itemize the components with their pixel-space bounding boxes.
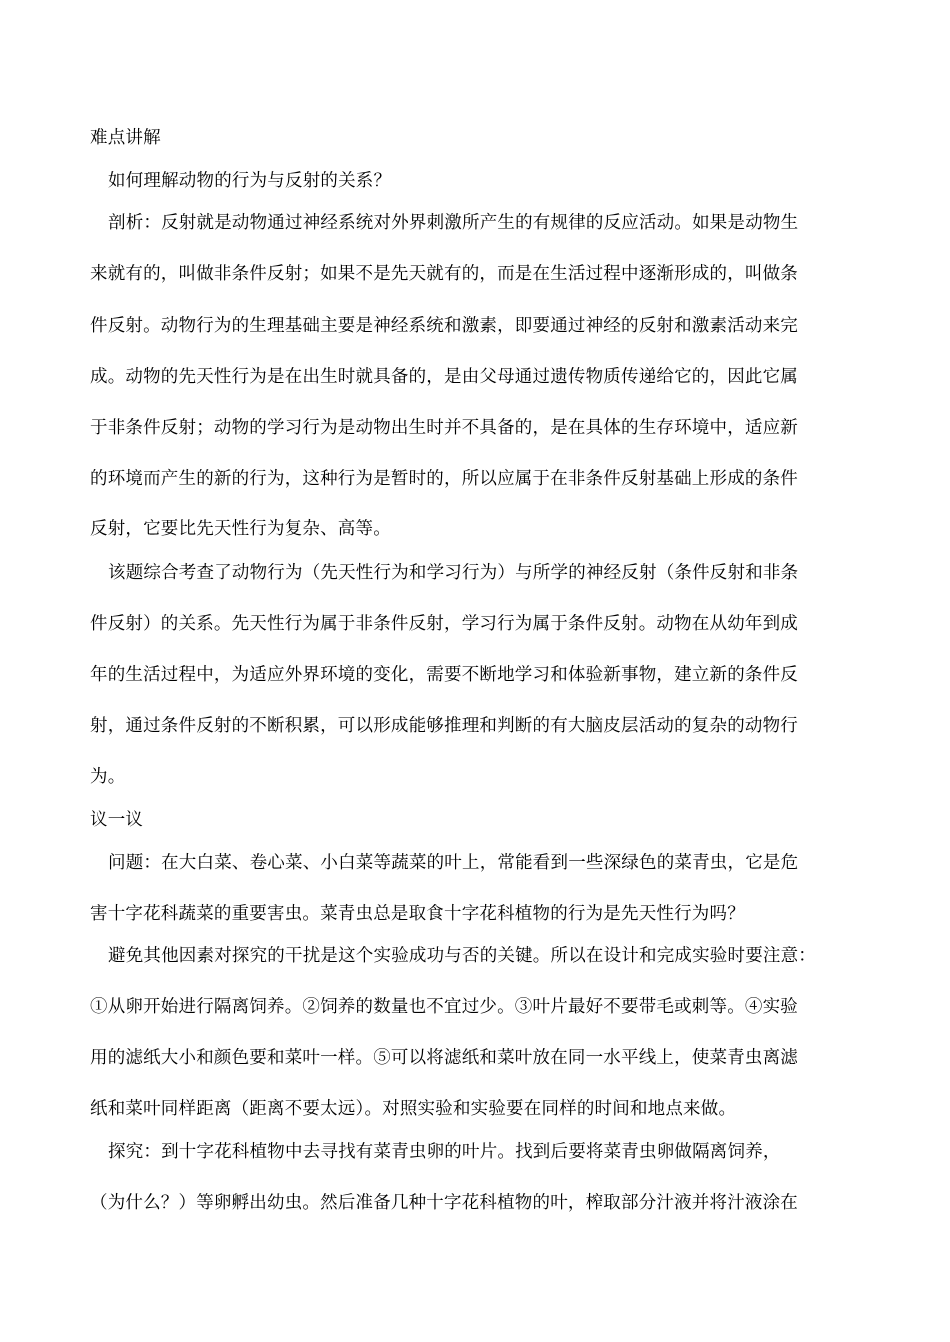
notes-line: 避免其他因素对探究的干扰是这个实验成功与否的关键。所以在设计和完成实验时要注意： xyxy=(108,946,816,966)
notes-line: ①从卵开始进行隔离饲养。②饲养的数量也不宜过少。③叶片最好不要带毛或刺等。④实验 xyxy=(90,997,798,1017)
analysis-line: 反射，它要比先天性行为复杂、高等。 xyxy=(90,519,391,539)
summary-line: 该题综合考查了动物行为（先天性行为和学习行为）与所学的神经反射（条件反射和非条 xyxy=(108,563,799,583)
analysis-line: 的环境而产生的新的行为，这种行为是暂时的，所以应属于在非条件反射基础上形成的条件 xyxy=(90,469,798,489)
question-text: 如何理解动物的行为与反射的关系？ xyxy=(108,171,392,191)
analysis-line: 剖析：反射就是动物通过神经系统对外界刺激所产生的有规律的反应活动。如果是动物生 xyxy=(108,213,799,233)
analysis-line: 成。动物的先天性行为是在出生时就具备的，是由父母通过遗传物质传递给它的，因此它属 xyxy=(90,367,798,387)
summary-line: 年的生活过程中，为适应外界环境的变化，需要不断地学习和体验新事物，建立新的条件反 xyxy=(90,665,798,685)
explore-line: （为什么？）等卵孵出幼虫。然后准备几种十字花科植物的叶，榨取部分汁液并将汁液涂在 xyxy=(90,1193,798,1213)
summary-line: 件反射）的关系。先天性行为属于非条件反射，学习行为属于条件反射。动物在从幼年到成 xyxy=(90,614,798,634)
problem-line: 害十字花科蔬菜的重要害虫。菜青虫总是取食十字花科植物的行为是先天性行为吗？ xyxy=(90,904,745,924)
section-heading-difficulty: 难点讲解 xyxy=(90,128,161,148)
summary-line: 为。 xyxy=(90,767,126,787)
problem-line: 问题：在大白菜、卷心菜、小白菜等蔬菜的叶上，常能看到一些深绿色的菜青虫，它是危 xyxy=(108,853,799,873)
explore-line: 探究：到十字花科植物中去寻找有菜青虫卵的叶片。找到后要将菜青虫卵做隔离饲养， xyxy=(108,1142,781,1162)
notes-line: 用的滤纸大小和颜色要和菜叶一样。⑤可以将滤纸和菜叶放在同一水平线上，使菜青虫离滤 xyxy=(90,1048,798,1068)
notes-line: 纸和菜叶同样距离（距离不要太远）。对照实验和实验要在同样的时间和地点来做。 xyxy=(90,1099,737,1119)
analysis-line: 于非条件反射；动物的学习行为是动物出生时并不具备的，是在具体的生存环境中，适应新 xyxy=(90,418,798,438)
section-heading-discussion: 议一议 xyxy=(90,810,144,830)
analysis-line: 件反射。动物行为的生理基础主要是神经系统和激素，即要通过神经的反射和激素活动来完 xyxy=(90,316,798,336)
analysis-line: 来就有的，叫做非条件反射；如果不是先天就有的，而是在生活过程中逐渐形成的，叫做条 xyxy=(90,264,798,284)
summary-line: 射，通过条件反射的不断积累，可以形成能够推理和判断的有大脑皮层活动的复杂的动物行 xyxy=(90,716,798,736)
